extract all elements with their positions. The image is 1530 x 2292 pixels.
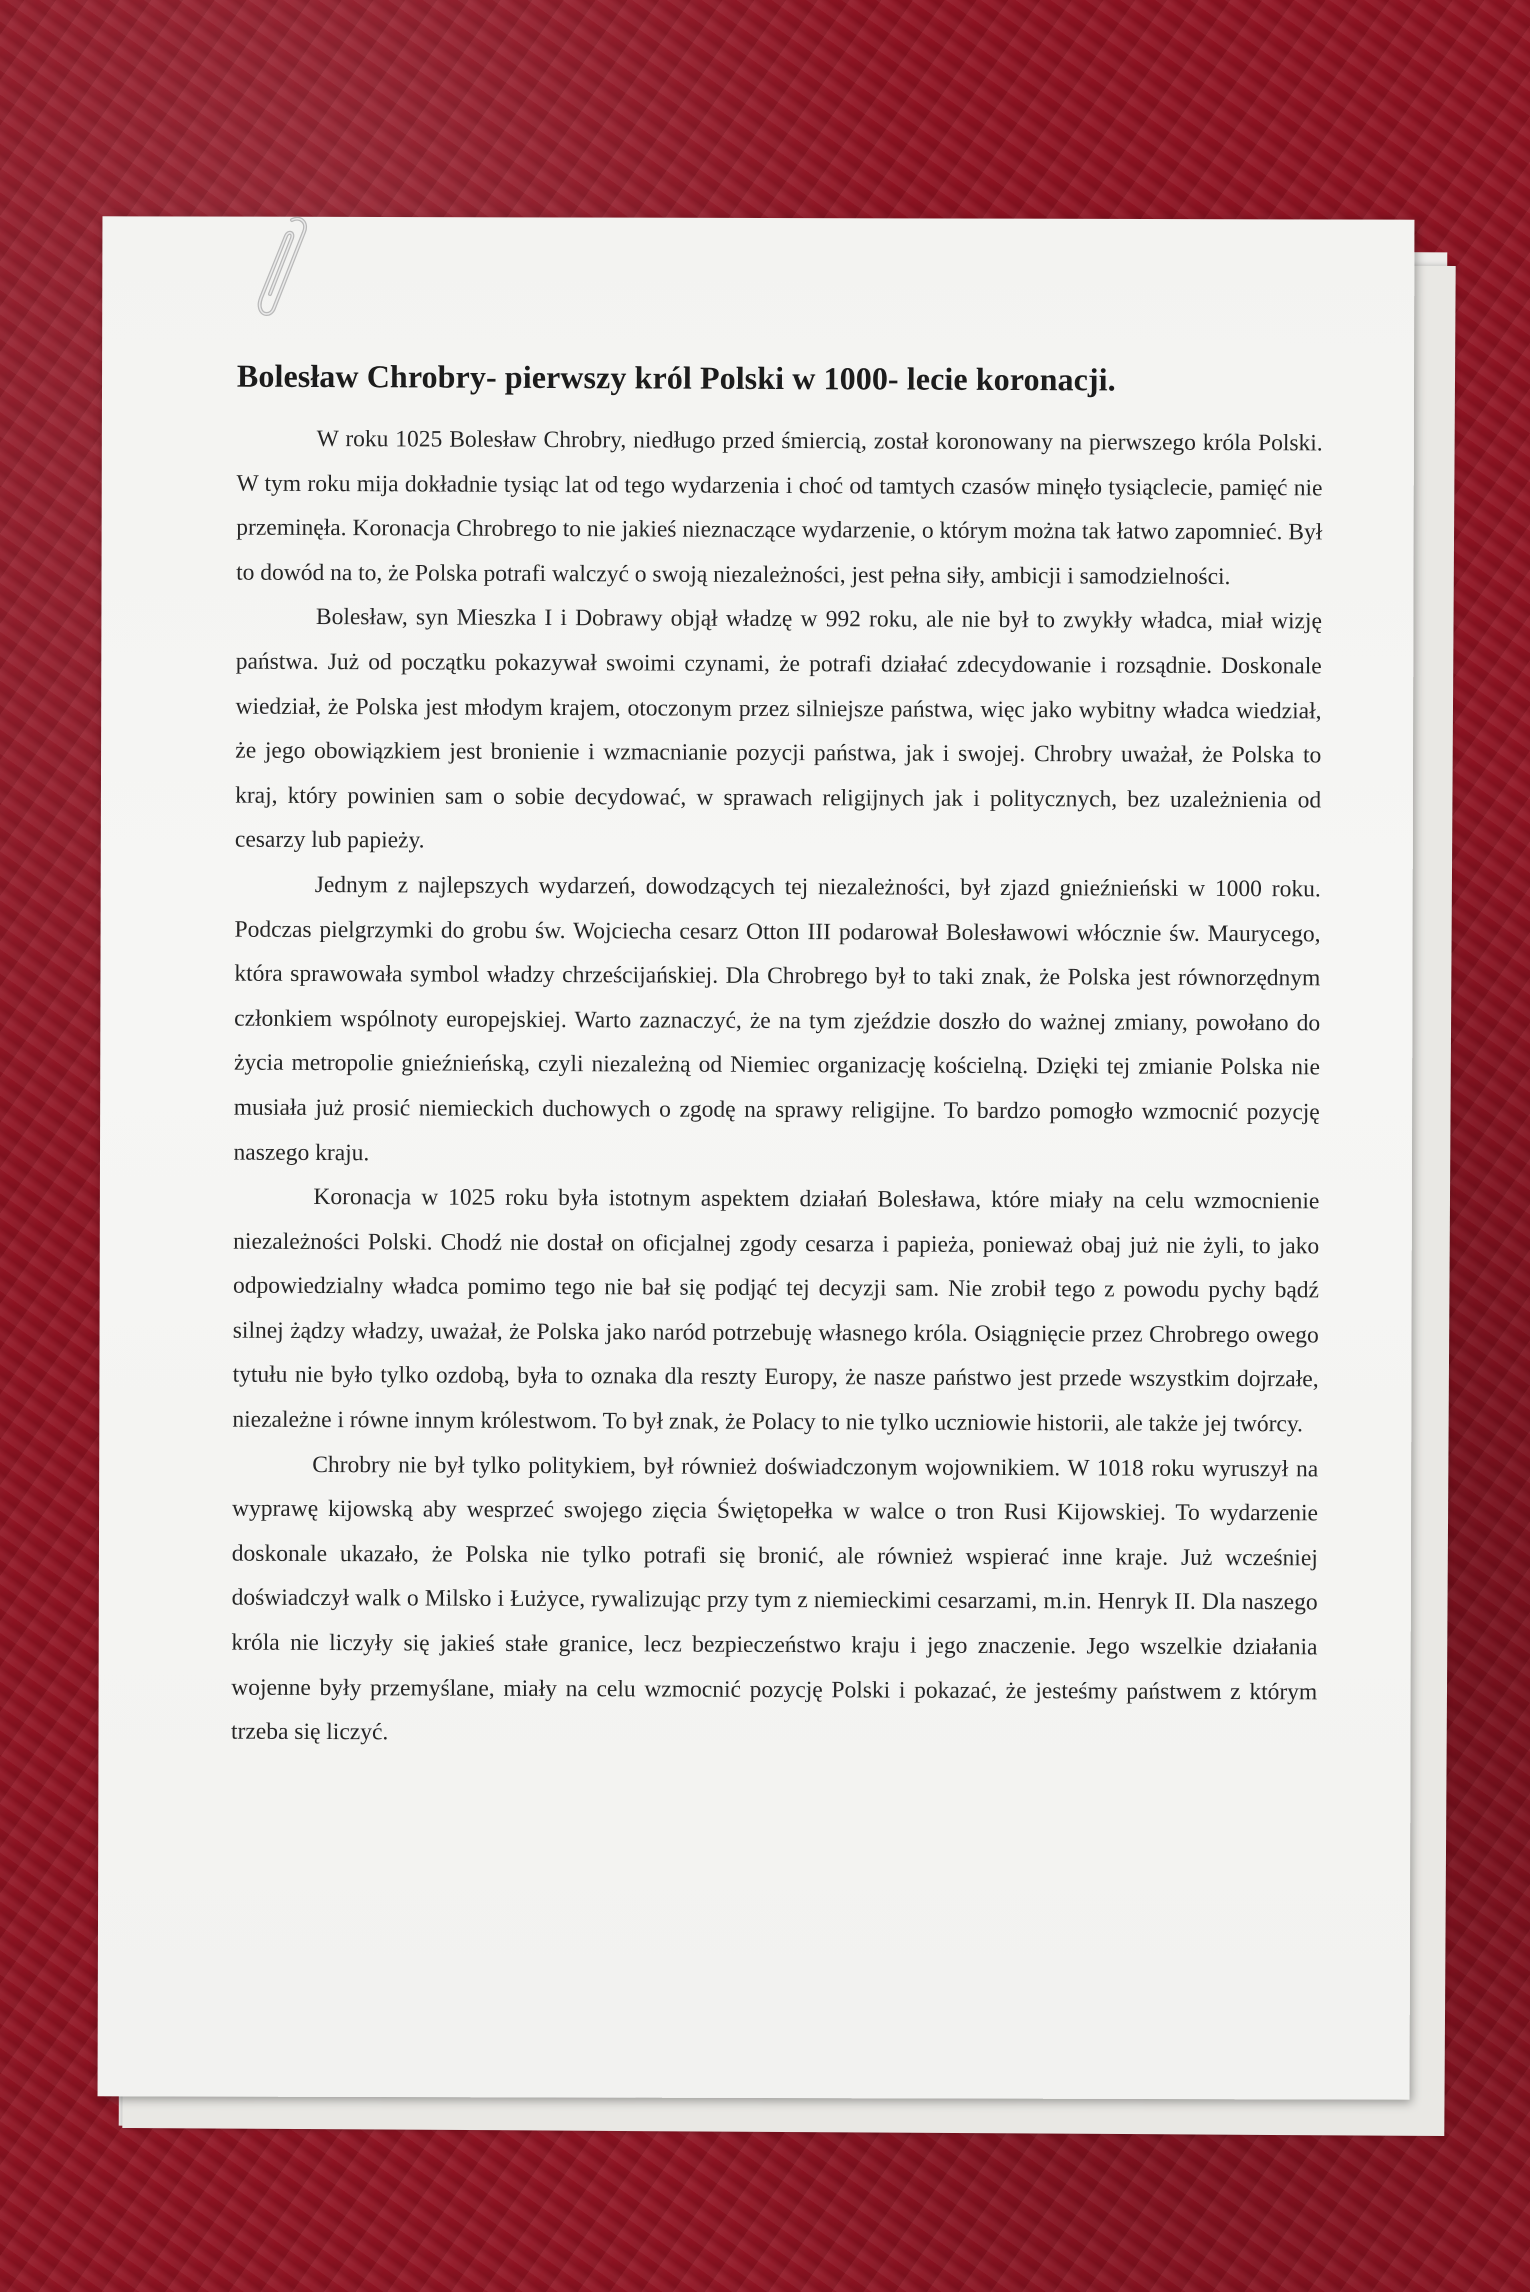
paragraph-1: W roku 1025 Bolesław Chrobry, niedługo przed śmiercią, został koronowany na pierwszego króla Polski. W tym roku mija dokładnie tysiąc lat od tego wydarzenia i choć od tamtych czasów minęło tysiąclecie, pamięć nie przeminęła. Koronacja Chrobrego to nie jakieś nieznaczące wydarzenie, o którym można tak łatwo zapomnieć. Był to dowód na to, że Polska potrafi walczyć o swoją niezależności, jest pełna siły, ambicji i samodzielności.	[236, 425, 1323, 590]
document-body	[231, 358, 1323, 1760]
paragraph-4: Koronacja w 1025 roku była istotnym aspektem działań Bolesława, które miały na celu wzmocnienie niezależności Polski. Chodź nie dostał on oficjalnej zgody cesarza i papieża, ponieważ obaj już nie żyli, to jako odpowiedzialny władca pomimo tego nie bał się podjąć tej decyzji sam. Nie zrobił tego z powodu pychy bądź silnej żądzy władzy, uważał, że Polska jako naród potrzebuję własnego króla. Osiągnięcie przez Chrobrego owego tytułu nie było tylko ozdobą, była to oznaka dla reszty Europy, że nasze państwo jest przede wszystkim dojrzałe, niezależne i równe innym królestwom. To był znak, że Polacy to nie tylko uczniowie historii, ale także jej twórcy.	[232, 1184, 1320, 1438]
paragraph-2: Bolesław, syn Mieszka I i Dobrawy objął władzę w 992 roku, ale nie był to zwykły władca, miał wizję państwa. Już od początku pokazywał swoimi czynami, że potrafi działać zdecydowanie i rozsądnie. Doskonale wiedział, że Polska jest młodym krajem, otoczonym przez silniejsze państwa, więc jako wybitny władca wiedział, że jego obowiązkiem jest bronienie i wzmacnianie pozycji państwa, jak i swojej. Chrobry uważał, że Polska to kraj, który powinien sam o sobie decydować, w sprawach religijnych jak i politycznych, bez uzależnienia od cesarzy lub papieży.	[234, 604, 1322, 854]
paragraph-5: Chrobry nie był tylko politykiem, był również doświadczonym wojownikiem. W 1018 roku wyruszył na wyprawę kijowską aby wesprzeć swojego zięcia Świętopełka w walce o tron Rusi Kijowskiej. To wydarzenie doskonale ukazało, że Polska nie tylko potrafi się bronić, ale również wspierać inne kraje. Już wcześniej doświadczył walk o Milsko i Łużyce, rywalizując przy tym z niemieckimi cesarzami, m.in. Henryk II. Dla naszego króla nie liczyły się jakieś stałe granice, lecz bezpieczeństwo kraju i jego znaczenie. Jego wszelkie działania wojenne były przemyślane, miały na celu wzmocnić pozycję Polski i pokazać, że jesteśmy państwem z którym trzeba się liczyć.	[230, 1451, 1319, 1746]
paragraph-3: Jednym z najlepszych wydarzeń, dowodzących tej niezależności, był zjazd gnieźnieński w 1000 roku. Podczas pielgrzymki do grobu św. Wojciecha cesarz Otton III podarował Bolesławowi włócznie św. Maurycego, która sprawowała symbol władzy chrześcijańskiej. Dla Chrobrego był to taki znak, że Polska jest równorzędnym członkiem wspólnoty europejskiej. Warto zaznaczyć, że na tym zjeździe doszło do ważnej zmiany, powołano do życia metropolie gnieźnieńską, czyli niezależną od Niemiec organizację kościelną. Dzięki tej zmianie Polska nie musiała już prosić niemieckich duchowych o zgodę na sprawy religijne. To bardzo pomogło wzmocnić pozycję naszego kraju.	[233, 871, 1321, 1166]
document-title: Bolesław Chrobry- pierwszy król Polski w 1000- lecie koronacji.	[236, 357, 1116, 398]
paperclip-icon	[252, 212, 312, 322]
